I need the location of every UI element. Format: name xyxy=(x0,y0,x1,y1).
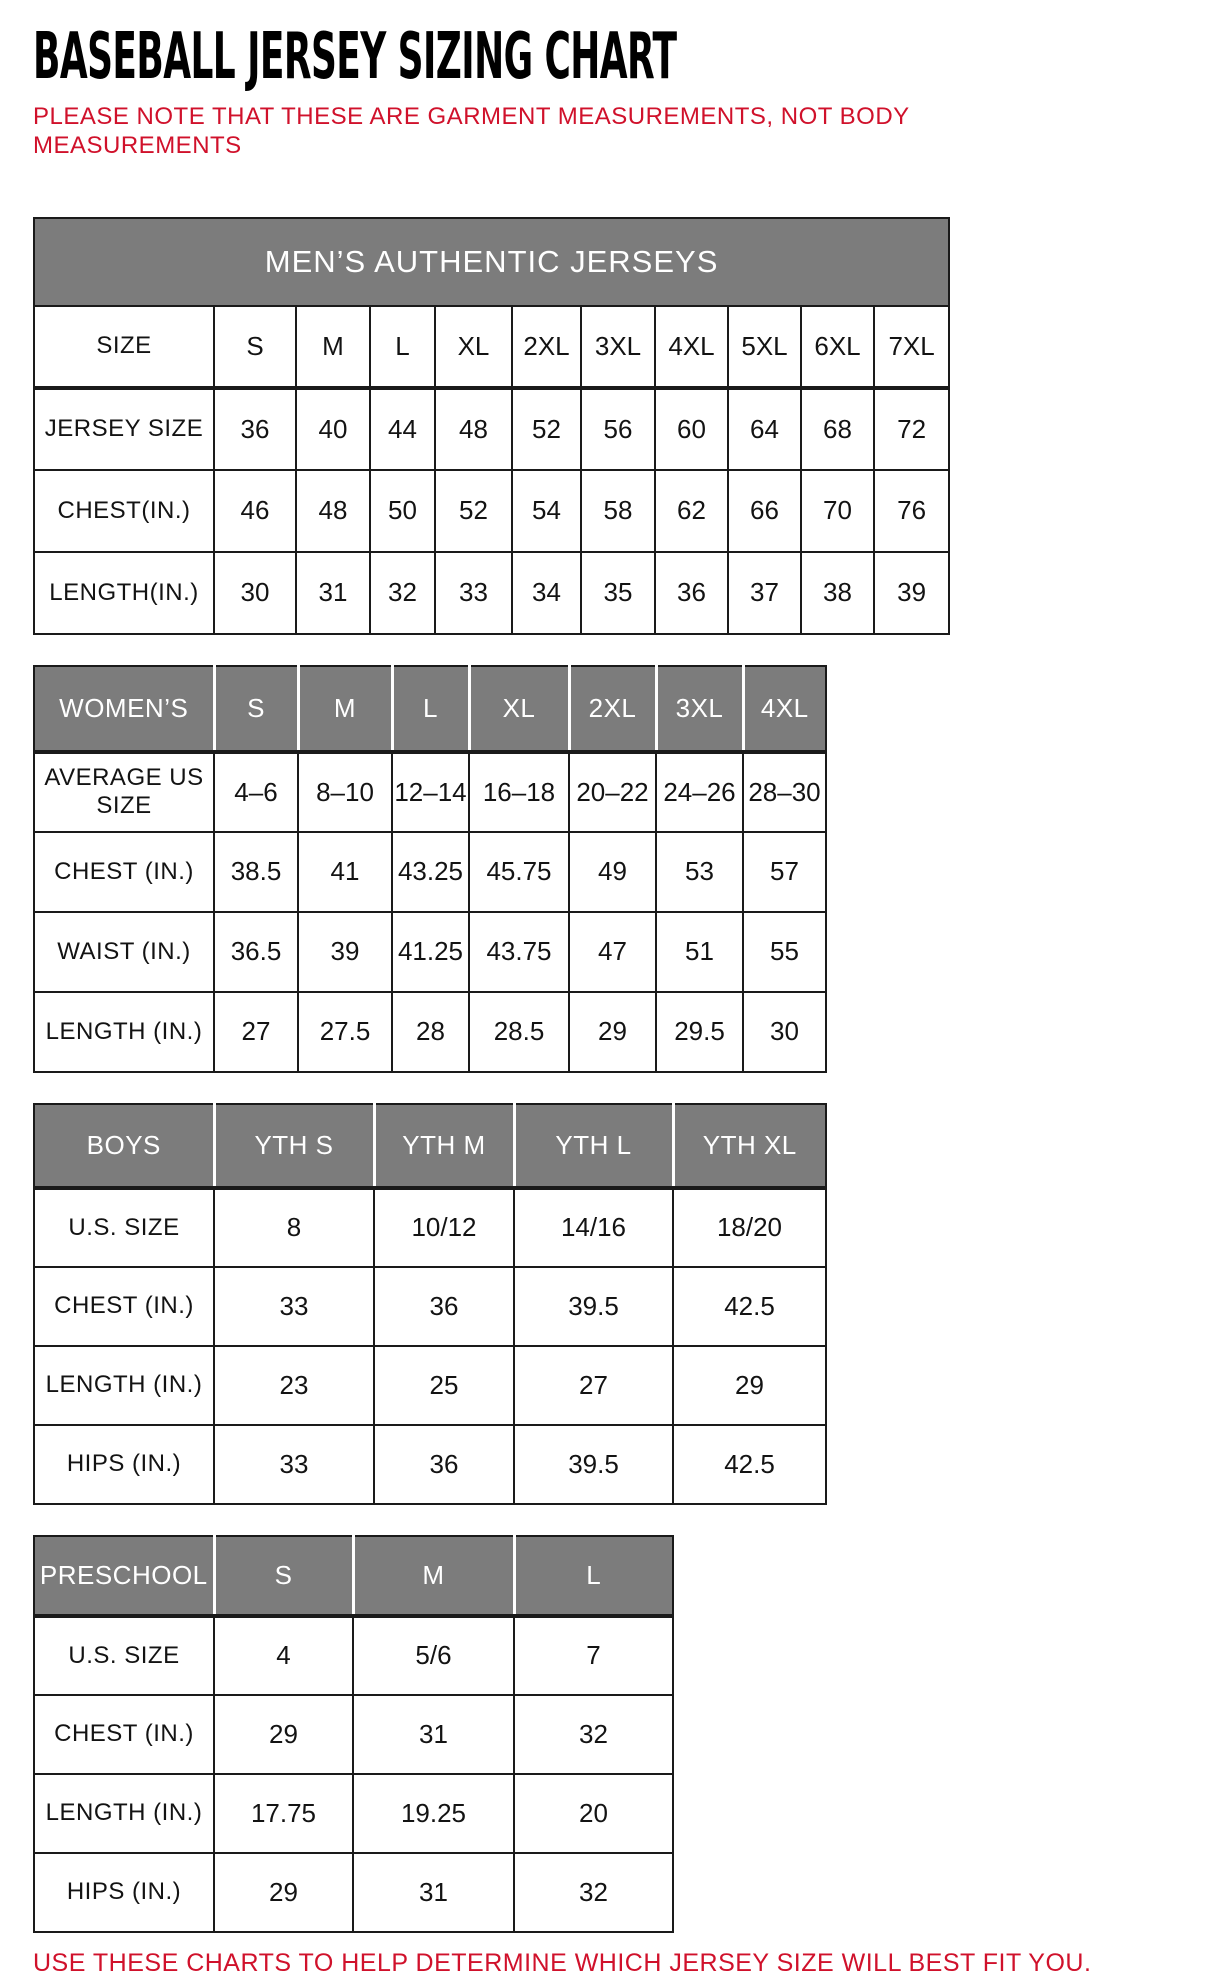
size-header-cell: S xyxy=(214,306,296,388)
value-cell: 54 xyxy=(512,470,581,552)
value-cell: 33 xyxy=(214,1425,374,1504)
value-cell: 29 xyxy=(214,1695,353,1774)
page-title: BASEBALL JERSEY SIZING CHART xyxy=(33,17,677,94)
column-header: S xyxy=(214,1536,353,1616)
value-cell: 14/16 xyxy=(514,1188,673,1267)
value-cell: 44 xyxy=(370,388,435,470)
table-row xyxy=(34,388,949,470)
table-row xyxy=(34,306,949,388)
row-label: CHEST (IN.) xyxy=(34,832,214,912)
row-label: U.S. SIZE xyxy=(34,1616,214,1695)
fit-advice-note: USE THESE CHARTS TO HELP DETERMINE WHICH JERSEY SIZE WILL BEST FIT YOU. xyxy=(33,1948,1092,1977)
value-cell: 27 xyxy=(514,1346,673,1425)
row-label: LENGTH(IN.) xyxy=(34,552,214,634)
value-cell: 34 xyxy=(512,552,581,634)
table-row xyxy=(34,1536,673,1616)
row-label: CHEST (IN.) xyxy=(34,1695,214,1774)
value-cell: 72 xyxy=(874,388,949,470)
column-header: 3XL xyxy=(656,666,743,752)
value-cell: 70 xyxy=(801,470,874,552)
value-cell: 52 xyxy=(512,388,581,470)
value-cell: 32 xyxy=(514,1853,673,1932)
value-cell: 23 xyxy=(214,1346,374,1425)
value-cell: 48 xyxy=(435,388,512,470)
size-header-cell: 2XL xyxy=(512,306,581,388)
value-cell: 46 xyxy=(214,470,296,552)
value-cell: 36 xyxy=(374,1267,514,1346)
row-label: AVERAGE US SIZE xyxy=(34,752,214,832)
value-cell: 35 xyxy=(581,552,655,634)
value-cell: 47 xyxy=(569,912,656,992)
value-cell: 36 xyxy=(214,388,296,470)
size-header-cell: M xyxy=(296,306,370,388)
row-label: LENGTH (IN.) xyxy=(34,1346,214,1425)
value-cell: 32 xyxy=(514,1695,673,1774)
column-header: XL xyxy=(469,666,569,752)
boys-sizing-table xyxy=(33,1103,827,1505)
value-cell: 53 xyxy=(656,832,743,912)
preschool-table-header: PRESCHOOL xyxy=(34,1536,214,1616)
value-cell: 27 xyxy=(214,992,298,1072)
value-cell: 25 xyxy=(374,1346,514,1425)
column-header: M xyxy=(353,1536,514,1616)
column-header: L xyxy=(392,666,469,752)
value-cell: 37 xyxy=(728,552,801,634)
womens-table-header: WOMEN’S xyxy=(34,666,214,752)
value-cell: 8 xyxy=(214,1188,374,1267)
value-cell: 28 xyxy=(392,992,469,1072)
value-cell: 39 xyxy=(298,912,392,992)
table-row xyxy=(34,1188,826,1267)
row-label: WAIST (IN.) xyxy=(34,912,214,992)
value-cell: 41.25 xyxy=(392,912,469,992)
value-cell: 5/6 xyxy=(353,1616,514,1695)
value-cell: 31 xyxy=(353,1695,514,1774)
value-cell: 12–14 xyxy=(392,752,469,832)
value-cell: 50 xyxy=(370,470,435,552)
column-header: YTH XL xyxy=(673,1104,826,1188)
row-label: U.S. SIZE xyxy=(34,1188,214,1267)
value-cell: 24–26 xyxy=(656,752,743,832)
row-label: LENGTH (IN.) xyxy=(34,992,214,1072)
table-row xyxy=(34,470,949,552)
table-row xyxy=(34,1853,673,1932)
value-cell: 29 xyxy=(569,992,656,1072)
table-row xyxy=(34,1267,826,1346)
value-cell: 28–30 xyxy=(743,752,826,832)
value-cell: 76 xyxy=(874,470,949,552)
table-row xyxy=(34,1616,673,1695)
value-cell: 20–22 xyxy=(569,752,656,832)
table-row xyxy=(34,1346,826,1425)
value-cell: 60 xyxy=(655,388,728,470)
value-cell: 28.5 xyxy=(469,992,569,1072)
row-label: HIPS (IN.) xyxy=(34,1425,214,1504)
value-cell: 36 xyxy=(374,1425,514,1504)
table-row xyxy=(34,912,826,992)
table-row xyxy=(34,992,826,1072)
size-header-cell: XL xyxy=(435,306,512,388)
value-cell: 29 xyxy=(214,1853,353,1932)
column-header: YTH S xyxy=(214,1104,374,1188)
value-cell: 40 xyxy=(296,388,370,470)
value-cell: 19.25 xyxy=(353,1774,514,1853)
value-cell: 7 xyxy=(514,1616,673,1695)
value-cell: 30 xyxy=(743,992,826,1072)
value-cell: 52 xyxy=(435,470,512,552)
table-row xyxy=(34,666,826,752)
table-row xyxy=(34,1774,673,1853)
value-cell: 38.5 xyxy=(214,832,298,912)
value-cell: 4 xyxy=(214,1616,353,1695)
value-cell: 39 xyxy=(874,552,949,634)
value-cell: 38 xyxy=(801,552,874,634)
value-cell: 48 xyxy=(296,470,370,552)
value-cell: 56 xyxy=(581,388,655,470)
value-cell: 62 xyxy=(655,470,728,552)
value-cell: 68 xyxy=(801,388,874,470)
value-cell: 41 xyxy=(298,832,392,912)
table-row xyxy=(34,218,949,306)
value-cell: 31 xyxy=(296,552,370,634)
value-cell: 36.5 xyxy=(214,912,298,992)
size-header-cell: 7XL xyxy=(874,306,949,388)
table-row xyxy=(34,1104,826,1188)
garment-measurement-note: PLEASE NOTE THAT THESE ARE GARMENT MEASUREMENTS, NOT BODY MEASUREMENTS xyxy=(33,103,910,160)
table-row xyxy=(34,552,949,634)
size-header-cell: 4XL xyxy=(655,306,728,388)
column-header: 4XL xyxy=(743,666,826,752)
value-cell: 31 xyxy=(353,1853,514,1932)
value-cell: 16–18 xyxy=(469,752,569,832)
value-cell: 29.5 xyxy=(656,992,743,1072)
value-cell: 51 xyxy=(656,912,743,992)
value-cell: 27.5 xyxy=(298,992,392,1072)
mens-sizing-table xyxy=(33,217,950,635)
size-header-cell: 6XL xyxy=(801,306,874,388)
value-cell: 18/20 xyxy=(673,1188,826,1267)
size-header-cell: L xyxy=(370,306,435,388)
row-label: HIPS (IN.) xyxy=(34,1853,214,1932)
column-header: S xyxy=(214,666,298,752)
row-label: LENGTH (IN.) xyxy=(34,1774,214,1853)
table-row xyxy=(34,832,826,912)
value-cell: 10/12 xyxy=(374,1188,514,1267)
womens-sizing-table xyxy=(33,665,827,1073)
value-cell: 43.75 xyxy=(469,912,569,992)
row-label: CHEST (IN.) xyxy=(34,1267,214,1346)
value-cell: 20 xyxy=(514,1774,673,1853)
value-cell: 32 xyxy=(370,552,435,634)
value-cell: 42.5 xyxy=(673,1425,826,1504)
value-cell: 42.5 xyxy=(673,1267,826,1346)
size-header-cell: 5XL xyxy=(728,306,801,388)
value-cell: 64 xyxy=(728,388,801,470)
column-header: L xyxy=(514,1536,673,1616)
boys-table-header: BOYS xyxy=(34,1104,214,1188)
value-cell: 45.75 xyxy=(469,832,569,912)
value-cell: 4–6 xyxy=(214,752,298,832)
row-label: SIZE xyxy=(34,306,214,388)
value-cell: 36 xyxy=(655,552,728,634)
column-header: YTH L xyxy=(514,1104,673,1188)
value-cell: 66 xyxy=(728,470,801,552)
value-cell: 39.5 xyxy=(514,1267,673,1346)
value-cell: 55 xyxy=(743,912,826,992)
row-label: CHEST(IN.) xyxy=(34,470,214,552)
preschool-sizing-table xyxy=(33,1535,674,1933)
table-row xyxy=(34,1695,673,1774)
column-header: 2XL xyxy=(569,666,656,752)
value-cell: 33 xyxy=(214,1267,374,1346)
value-cell: 8–10 xyxy=(298,752,392,832)
value-cell: 29 xyxy=(673,1346,826,1425)
value-cell: 39.5 xyxy=(514,1425,673,1504)
column-header: YTH M xyxy=(374,1104,514,1188)
table-row xyxy=(34,1425,826,1504)
value-cell: 33 xyxy=(435,552,512,634)
value-cell: 30 xyxy=(214,552,296,634)
value-cell: 57 xyxy=(743,832,826,912)
value-cell: 58 xyxy=(581,470,655,552)
value-cell: 17.75 xyxy=(214,1774,353,1853)
row-label: JERSEY SIZE xyxy=(34,388,214,470)
mens-table-banner: MEN’S AUTHENTIC JERSEYS xyxy=(34,218,949,306)
size-header-cell: 3XL xyxy=(581,306,655,388)
value-cell: 49 xyxy=(569,832,656,912)
column-header: M xyxy=(298,666,392,752)
table-row xyxy=(34,752,826,832)
value-cell: 43.25 xyxy=(392,832,469,912)
